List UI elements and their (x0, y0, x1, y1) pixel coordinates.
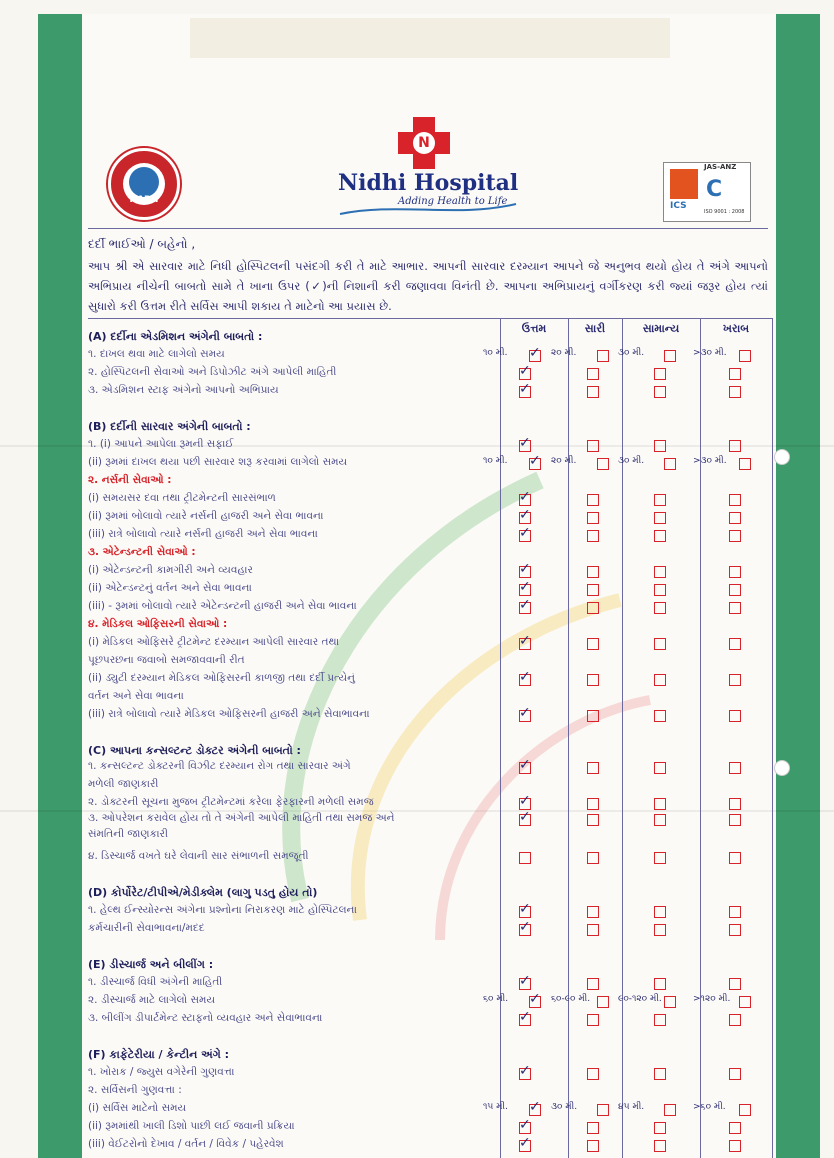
section-heading (88, 886, 768, 904)
rating-time-label: ૨૦ મી. (551, 348, 577, 358)
row-label: (i) એટેન્ડન્ટની કામગીરી અને વ્યવહાર (88, 564, 253, 576)
rating-checkbox[interactable] (739, 996, 751, 1008)
rating-time-label: ૩૦ મી. (551, 1102, 578, 1112)
rating-checkbox[interactable] (519, 1014, 531, 1026)
rating-checkbox[interactable] (519, 1122, 531, 1134)
cert-c-icon: C (706, 177, 723, 202)
rating-checkbox[interactable] (654, 638, 666, 650)
form-row (88, 492, 768, 510)
form-row (88, 564, 768, 582)
row-label: (A) દર્દીના એડમિશન અંગેની બાબતો : (88, 330, 263, 343)
tape-strip (190, 18, 670, 58)
intro-paragraph: આપ શ્રી એ સારવાર માટે નિધી હોસ્પિટલની પસંદગી કરી તે માટે આભાર. આપની સારવાર દરમ્યાન આપને જે અનુભવ થયો હોય તે અંગે આપનો અભિપ્રાય નીચેની બાબતો સામે તે ખાના ઉપર (✓)ની નિશાની કરી જણાવવા વિનંતી છે. આપના અભિપ્રાયનું વર્ગીકરણ કરી જ્યાં જરૂર હોય ત્યાં સુધારો કરી ઉત્તમ રીતે સર્વિસ આપી શકાય તે માટેનો આ પ્રયાસ છે. (88, 259, 768, 313)
rating-checkbox[interactable] (729, 674, 741, 686)
rating-checkbox[interactable] (587, 924, 599, 936)
left-green-band (38, 14, 82, 1158)
form-row (88, 510, 768, 528)
form-row (88, 1120, 768, 1138)
column-header-average: સામાન્ય (642, 322, 680, 335)
rating-checkbox[interactable] (654, 1014, 666, 1026)
rating-time-label: ૧૫ મી. (483, 1102, 508, 1112)
form-row (88, 904, 768, 922)
form-row (88, 690, 768, 708)
rating-checkbox[interactable] (729, 814, 741, 826)
rating-checkbox[interactable] (654, 512, 666, 524)
rating-checkbox[interactable] (597, 350, 609, 362)
row-label: (ii) રૂમમાં દાખલ થયા પછી સારવાર શરૂ કરવામાં લાગેલો સમય (88, 456, 348, 468)
row-label: (D) કોર્પોરેટ/ટીપીએ/મેડીક્લેમ (લાગુ પડતુ હોય તો) (88, 886, 318, 899)
rating-checkbox[interactable] (587, 798, 599, 810)
rating-checkbox[interactable] (729, 924, 741, 936)
cert-standard: ISO 9001 : 2008 (704, 209, 745, 215)
row-label: ૧. દાખલ થવા માટે લાગેલો સમય (88, 348, 225, 360)
row-label: (iii) વેઈટરોનો દેખાવ / વર્તન / વિવેક / પહેરવેશ (88, 1138, 284, 1150)
rating-checkbox[interactable] (654, 566, 666, 578)
row-label: (C) આપના કન્સલ્ટન્ટ ડોક્ટર અંગેની બાબતો : (88, 744, 301, 757)
rating-checkbox[interactable] (729, 1140, 741, 1152)
rating-checkbox[interactable] (654, 798, 666, 810)
rating-checkbox[interactable] (729, 566, 741, 578)
rating-checkbox[interactable] (729, 906, 741, 918)
rating-checkbox[interactable] (739, 458, 751, 470)
row-label: (ii) એટેન્ડન્ટનું વર્તન અને સેવા ભાવના (88, 582, 252, 594)
rating-checkbox[interactable] (519, 386, 531, 398)
rating-checkbox[interactable] (654, 674, 666, 686)
rating-checkbox[interactable] (654, 906, 666, 918)
rating-checkbox[interactable] (587, 906, 599, 918)
row-label: (i) સમયસર દવા તથા ટ્રીટમેન્ટની સારસંભાળ (88, 492, 276, 504)
nabh-logo-text: NABH (129, 195, 159, 205)
form-row (88, 778, 768, 796)
section-heading (88, 330, 768, 348)
subsection-heading (88, 618, 768, 636)
rating-checkbox[interactable] (654, 762, 666, 774)
rating-checkbox[interactable] (654, 852, 666, 864)
hospital-tagline: Adding Health to Life (398, 196, 508, 207)
row-label: ૩. બીલીંગ ડીપાર્ટમેન્ટ સ્ટાફનો વ્યવહાર અને સેવાભાવના (88, 1012, 323, 1024)
rating-checkbox[interactable] (587, 762, 599, 774)
column-divider (772, 318, 773, 1158)
rating-checkbox[interactable] (654, 368, 666, 380)
column-header-good: સારી (584, 322, 606, 335)
form-row (88, 828, 768, 846)
form-row (88, 1066, 768, 1084)
rating-checkbox[interactable] (519, 924, 531, 936)
form-row (88, 654, 768, 672)
rating-time-label: >૧૨૦ મી. (693, 994, 731, 1004)
rating-checkbox[interactable] (587, 1068, 599, 1080)
rating-checkbox[interactable] (729, 710, 741, 722)
rating-checkbox[interactable] (519, 368, 531, 380)
rating-checkbox[interactable] (664, 1104, 676, 1116)
rating-time-label: ૧૦ મી. (483, 456, 508, 466)
form-row (88, 600, 768, 618)
row-label: ૩. એટેન્ડન્ટની સેવાઓ : (88, 546, 196, 558)
rating-checkbox[interactable] (654, 584, 666, 596)
rating-time-label: >૩૦ મી. (693, 456, 727, 466)
rating-checkbox[interactable] (654, 386, 666, 398)
rating-checkbox[interactable] (654, 1140, 666, 1152)
subsection-heading (88, 474, 768, 492)
rating-checkbox[interactable] (597, 458, 609, 470)
rating-checkbox[interactable] (519, 906, 531, 918)
row-label: પૂછપરછના જવાબો સમજાવવાની રીત (88, 654, 245, 666)
rating-checkbox[interactable] (519, 440, 531, 452)
rating-checkbox[interactable] (729, 1014, 741, 1026)
rating-checkbox[interactable] (587, 386, 599, 398)
rating-checkbox[interactable] (739, 1104, 751, 1116)
form-row (88, 760, 768, 778)
right-green-band (776, 14, 820, 1158)
rating-checkbox[interactable] (729, 638, 741, 650)
rating-checkbox[interactable] (597, 996, 609, 1008)
row-label: (B) દર્દીની સારવાર અંગેની બાબતો : (88, 420, 251, 433)
rating-checkbox[interactable] (587, 1122, 599, 1134)
row-label: (i) સર્વિસ માટેનો સમય (88, 1102, 187, 1114)
form-row (88, 922, 768, 940)
section-heading (88, 958, 768, 976)
column-header-poor: ખરાબ (722, 322, 750, 335)
rating-checkbox[interactable] (729, 852, 741, 864)
rating-checkbox[interactable] (729, 386, 741, 398)
rating-time-label: ૬૦ મી. (483, 994, 509, 1004)
rating-time-label: ૯૦-૧૨૦ મી. (618, 994, 662, 1004)
rating-checkbox[interactable] (654, 710, 666, 722)
row-label: ૧. કન્સલ્ટન્ટ ડોક્ટરની વિઝીટ દરમ્યાન રોગ તથા સારવાર અંગે (88, 760, 351, 772)
rating-checkbox[interactable] (519, 566, 531, 578)
form-row (88, 1012, 768, 1030)
cert-brand: ICS (670, 201, 687, 211)
rating-checkbox[interactable] (587, 638, 599, 650)
rating-checkbox[interactable] (729, 584, 741, 596)
rating-checkbox[interactable] (729, 440, 741, 452)
form-row (88, 1084, 768, 1102)
rating-checkbox[interactable] (529, 458, 541, 470)
cert-top-text: JAS-ANZ (704, 163, 737, 171)
rating-checkbox[interactable] (729, 368, 741, 380)
rating-checkbox[interactable] (729, 602, 741, 614)
form-row (88, 1102, 768, 1120)
hospital-cross-logo (398, 117, 450, 169)
rating-checkbox[interactable] (587, 584, 599, 596)
greeting: દર્દી ભાઈઓ / બહેનો , (88, 237, 196, 251)
rating-checkbox[interactable] (587, 710, 599, 722)
row-label: ૨. નર્સની સેવાઓ : (88, 474, 172, 486)
rating-checkbox[interactable] (729, 1068, 741, 1080)
form-row (88, 528, 768, 546)
rating-checkbox[interactable] (529, 996, 541, 1008)
row-label: સંમતિની જાણકારી (88, 828, 168, 840)
subsection-heading (88, 546, 768, 564)
rating-checkbox[interactable] (519, 814, 531, 826)
rating-checkbox[interactable] (529, 350, 541, 362)
row-label: ૧. ખોરાક / જ્યુસ વગેરેની ગુણવત્તા (88, 1066, 235, 1078)
rating-checkbox[interactable] (587, 852, 599, 864)
row-label: ૨. સર્વિસની ગુણવત્તા : (88, 1084, 182, 1096)
row-label: ૨. ડોક્ટરની સૂચના મુજબ ટ્રીટમેન્ટમાં કરેલા ફેરફારની મળેલી સમજ (88, 796, 374, 808)
rating-checkbox[interactable] (587, 814, 599, 826)
row-label: (iii) રાત્રે બોલાવો ત્યારે મેડિકલ ઓફિસરની હાજરી અને સેવાભાવના (88, 708, 370, 720)
rating-time-label: ૧૦ મી. (483, 348, 508, 358)
rating-checkbox[interactable] (664, 458, 676, 470)
row-label: મળેલી જાણકારી (88, 778, 159, 790)
row-label: (ii) ડ્યુટી દરમ્યાન મેડિકલ ઓફિસરની કાળજી તથા દર્દી પ્રત્યેનું (88, 672, 355, 684)
rating-checkbox[interactable] (587, 368, 599, 380)
form-row (88, 1138, 768, 1156)
ics-certification-logo (663, 162, 751, 222)
rating-checkbox[interactable] (654, 530, 666, 542)
form-row (88, 976, 768, 994)
row-label: (iii) રાત્રે બોલાવો ત્યારે નર્સની હાજરી અને સેવા ભાવના (88, 528, 318, 540)
rating-checkbox[interactable] (587, 512, 599, 524)
rating-checkbox[interactable] (654, 924, 666, 936)
section-heading (88, 1048, 768, 1066)
rating-time-label: ૩૦ મી. (618, 456, 645, 466)
rating-checkbox[interactable] (664, 996, 676, 1008)
rating-checkbox[interactable] (654, 1122, 666, 1134)
rating-time-label: >૩૦ મી. (693, 348, 727, 358)
rating-time-label: ૩૦ મી. (618, 348, 645, 358)
form-row (88, 582, 768, 600)
rating-checkbox[interactable] (729, 512, 741, 524)
rating-checkbox[interactable] (529, 1104, 541, 1116)
rating-checkbox[interactable] (664, 350, 676, 362)
rating-checkbox[interactable] (519, 1068, 531, 1080)
rating-checkbox[interactable] (519, 494, 531, 506)
rating-checkbox[interactable] (519, 584, 531, 596)
rating-checkbox[interactable] (587, 1140, 599, 1152)
row-label: (ii) રૂમમાંથી ખાલી ડિશો પાછી લઈ જવાની પ્રક્રિયા (88, 1120, 295, 1132)
rating-checkbox[interactable] (587, 1014, 599, 1026)
hospital-name: Nidhi Hospital (338, 170, 519, 196)
nabh-logo (108, 148, 180, 220)
row-label: ૧. (i) આપને આપેલા રૂમની સફાઈ (88, 438, 234, 450)
form-row (88, 366, 768, 384)
rating-checkbox[interactable] (519, 674, 531, 686)
rating-checkbox[interactable] (519, 602, 531, 614)
rating-checkbox[interactable] (519, 1140, 531, 1152)
rating-checkbox[interactable] (729, 762, 741, 774)
form-row (88, 994, 768, 1012)
rating-time-label: ૬૦-૯૦ મી. (551, 994, 591, 1004)
form-row (88, 348, 768, 366)
rating-checkbox[interactable] (587, 440, 599, 452)
rating-checkbox[interactable] (519, 530, 531, 542)
rating-checkbox[interactable] (654, 814, 666, 826)
rating-checkbox[interactable] (729, 1122, 741, 1134)
rating-checkbox[interactable] (739, 350, 751, 362)
rating-checkbox[interactable] (587, 494, 599, 506)
rating-checkbox[interactable] (729, 494, 741, 506)
row-label: ૪. ડિસ્ચાર્જ વખતે ઘરે લેવાની સાર સંભાળની સમજૂતી (88, 850, 309, 862)
rating-checkbox[interactable] (587, 978, 599, 990)
form-row (88, 672, 768, 690)
rating-checkbox[interactable] (654, 494, 666, 506)
form-row (88, 850, 768, 868)
rating-checkbox[interactable] (587, 566, 599, 578)
rating-checkbox[interactable] (654, 602, 666, 614)
rating-checkbox[interactable] (519, 852, 531, 864)
punch-hole (774, 760, 790, 776)
row-label: (i) મેડિકલ ઓફિસરે ટ્રીટમેન્ટ દરમ્યાન આપેલી સારવાર તથા (88, 636, 340, 648)
header-divider (88, 228, 768, 229)
punch-hole (774, 449, 790, 465)
section-heading (88, 420, 768, 438)
row-label: ૪. મેડિકલ ઓફિસરની સેવાઓ : (88, 618, 228, 630)
row-label: (E) ડીસ્ચાર્જ અને બીલીંગ : (88, 958, 214, 971)
form-row (88, 636, 768, 654)
rating-time-label: >૬૦ મી. (693, 1102, 726, 1112)
row-label: ૧. હેલ્થ ઈન્સ્યોરન્સ અંગેના પ્રશ્નોના નિરાકરણ માટે હોસ્પિટલના (88, 904, 357, 916)
row-label: (ii) રૂમમાં બોલાવો ત્યારે નર્સની હાજરી અને સેવા ભાવના (88, 510, 324, 522)
row-label: ૩. ઓપરેશન કરાવેલ હોય તો તે અંગેની આપેલી માહિતી તથા સમજ અને (88, 812, 395, 824)
cross-letter: N (413, 132, 435, 154)
rating-checkbox[interactable] (654, 1068, 666, 1080)
row-label: ૩. એડમિશન સ્ટાફ અંગેનો આપનો અભિપ્રાય (88, 384, 279, 396)
rating-checkbox[interactable] (597, 1104, 609, 1116)
row-label: ૨. ડીસ્ચાર્જ માટે લાગેલો સમય (88, 994, 216, 1006)
rating-checkbox[interactable] (519, 638, 531, 650)
rating-checkbox[interactable] (519, 978, 531, 990)
row-label: ૨. હોસ્પિટલની સેવાઓ અને ડિપોઝીટ અંગે આપેલી માહિતી (88, 366, 337, 378)
form-row (88, 708, 768, 726)
form-row (88, 384, 768, 402)
form-row (88, 456, 768, 474)
table-top-border (88, 318, 772, 319)
row-label: (iii) - રૂમમાં બોલાવો ત્યારે એટેન્ડન્ટની હાજરી અને સેવા ભાવના (88, 600, 357, 612)
row-label: વર્તન અને સેવા ભાવના (88, 690, 184, 702)
rating-checkbox[interactable] (587, 530, 599, 542)
rating-checkbox[interactable] (519, 512, 531, 524)
form-row (88, 438, 768, 456)
rating-time-label: ૪૫ મી. (618, 1102, 645, 1112)
rating-checkbox[interactable] (654, 440, 666, 452)
row-label: ૧. ડીસ્ચાર્જ વિધી અંગેની માહિતી (88, 976, 223, 988)
rating-time-label: ૨૦ મી. (551, 456, 577, 466)
rating-checkbox[interactable] (729, 978, 741, 990)
column-header-excellent: ઉત્તમ (521, 322, 547, 335)
rating-checkbox[interactable] (654, 978, 666, 990)
row-label: (F) કાફેટેરીયા / કેન્ટીન અંગે : (88, 1048, 230, 1061)
rating-checkbox[interactable] (519, 710, 531, 722)
rating-checkbox[interactable] (519, 762, 531, 774)
row-label: કર્મચારીની સેવાભાવના/મદદ (88, 922, 205, 934)
rating-checkbox[interactable] (729, 798, 741, 810)
rating-checkbox[interactable] (587, 602, 599, 614)
rating-checkbox[interactable] (587, 674, 599, 686)
rating-checkbox[interactable] (729, 530, 741, 542)
